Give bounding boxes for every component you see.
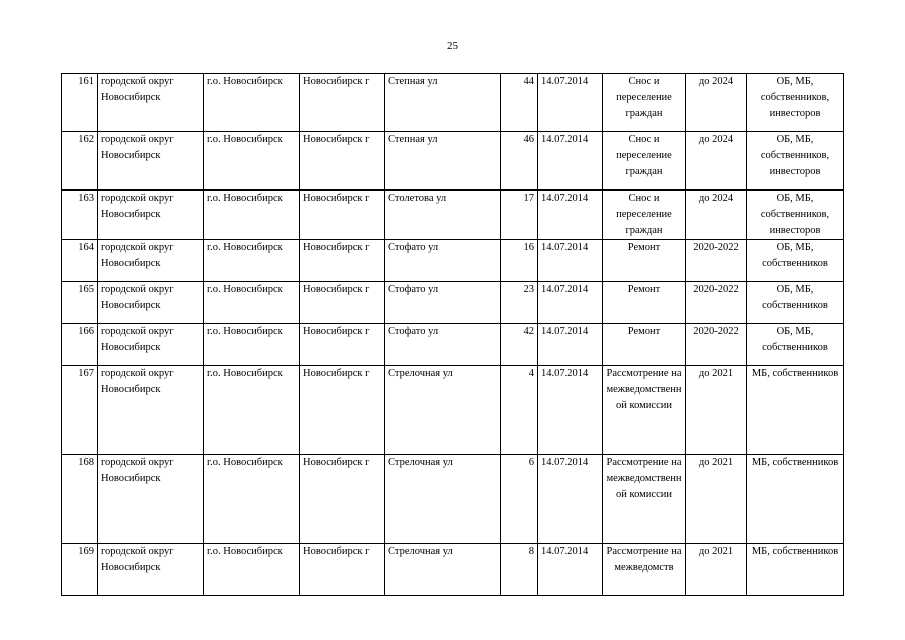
house-number-cell: 4	[501, 365, 538, 454]
funding-source-cell: МБ, собственников	[747, 454, 844, 543]
funding-source-cell: ОБ, МБ, собственников	[747, 281, 844, 323]
row-number: 161	[62, 74, 98, 132]
municipality-cell: г.о. Новосибирск	[204, 74, 300, 132]
city-cell: Новосибирск г	[300, 74, 385, 132]
municipality-cell: г.о. Новосибирск	[204, 323, 300, 365]
funding-source-cell: ОБ, МБ, собственников, инвесторов	[747, 132, 844, 190]
municipality-cell: г.о. Новосибирск	[204, 190, 300, 240]
table-row	[62, 281, 844, 323]
district-cell: городской округ Новосибирск	[98, 323, 204, 365]
street-cell: Стофато ул	[385, 239, 501, 281]
date-cell: 14.07.2014	[538, 365, 603, 454]
date-cell: 14.07.2014	[538, 454, 603, 543]
city-cell: Новосибирск г	[300, 543, 385, 595]
date-cell: 14.07.2014	[538, 190, 603, 240]
table-row	[62, 239, 844, 281]
action-cell: Рассмотрение на межведомственной комиссии	[603, 454, 686, 543]
funding-source-cell: ОБ, МБ, собственников, инвесторов	[747, 190, 844, 240]
district-cell: городской округ Новосибирск	[98, 543, 204, 595]
municipality-cell: г.о. Новосибирск	[204, 454, 300, 543]
term-cell: 2020-2022	[686, 239, 747, 281]
city-cell: Новосибирск г	[300, 132, 385, 190]
city-cell: Новосибирск г	[300, 239, 385, 281]
term-cell: до 2021	[686, 365, 747, 454]
date-cell: 14.07.2014	[538, 74, 603, 132]
municipality-cell: г.о. Новосибирск	[204, 365, 300, 454]
street-cell: Стофато ул	[385, 323, 501, 365]
action-cell: Рассмотрение на межведомств	[603, 543, 686, 595]
house-number-cell: 6	[501, 454, 538, 543]
district-cell: городской округ Новосибирск	[98, 365, 204, 454]
date-cell: 14.07.2014	[538, 132, 603, 190]
funding-source-cell: МБ, собственников	[747, 365, 844, 454]
city-cell: Новосибирск г	[300, 454, 385, 543]
term-cell: до 2021	[686, 454, 747, 543]
term-cell: до 2024	[686, 190, 747, 240]
city-cell: Новосибирск г	[300, 365, 385, 454]
term-cell: до 2021	[686, 543, 747, 595]
action-cell: Снос и переселение граждан	[603, 74, 686, 132]
row-number: 166	[62, 323, 98, 365]
date-cell: 14.07.2014	[538, 281, 603, 323]
municipality-cell: г.о. Новосибирск	[204, 281, 300, 323]
term-cell: до 2024	[686, 132, 747, 190]
district-cell: городской округ Новосибирск	[98, 190, 204, 240]
district-cell: городской округ Новосибирск	[98, 239, 204, 281]
municipality-cell: г.о. Новосибирск	[204, 543, 300, 595]
term-cell: 2020-2022	[686, 281, 747, 323]
row-number: 167	[62, 365, 98, 454]
table-row	[62, 454, 844, 543]
table-row	[62, 74, 844, 132]
action-cell: Снос и переселение граждан	[603, 132, 686, 190]
table-row	[62, 365, 844, 454]
term-cell: до 2024	[686, 74, 747, 132]
table-row	[62, 543, 844, 595]
housing-register-table	[61, 73, 844, 596]
row-number: 165	[62, 281, 98, 323]
municipality-cell: г.о. Новосибирск	[204, 239, 300, 281]
street-cell: Стрелочная ул	[385, 365, 501, 454]
table-row	[62, 190, 844, 240]
district-cell: городской округ Новосибирск	[98, 74, 204, 132]
table-row	[62, 323, 844, 365]
district-cell: городской округ Новосибирск	[98, 454, 204, 543]
action-cell: Снос и переселение граждан	[603, 190, 686, 240]
house-number-cell: 8	[501, 543, 538, 595]
municipality-cell: г.о. Новосибирск	[204, 132, 300, 190]
district-cell: городской округ Новосибирск	[98, 132, 204, 190]
street-cell: Стрелочная ул	[385, 543, 501, 595]
city-cell: Новосибирск г	[300, 190, 385, 240]
house-number-cell: 16	[501, 239, 538, 281]
district-cell: городской округ Новосибирск	[98, 281, 204, 323]
street-cell: Степная ул	[385, 132, 501, 190]
funding-source-cell: ОБ, МБ, собственников, инвесторов	[747, 74, 844, 132]
row-number: 164	[62, 239, 98, 281]
action-cell: Ремонт	[603, 239, 686, 281]
house-number-cell: 17	[501, 190, 538, 240]
term-cell: 2020-2022	[686, 323, 747, 365]
funding-source-cell: ОБ, МБ, собственников	[747, 323, 844, 365]
funding-source-cell: ОБ, МБ, собственников	[747, 239, 844, 281]
table-row	[62, 132, 844, 190]
row-number: 169	[62, 543, 98, 595]
house-number-cell: 44	[501, 74, 538, 132]
date-cell: 14.07.2014	[538, 239, 603, 281]
house-number-cell: 46	[501, 132, 538, 190]
street-cell: Степная ул	[385, 74, 501, 132]
street-cell: Столетова ул	[385, 190, 501, 240]
funding-source-cell: МБ, собственников	[747, 543, 844, 595]
action-cell: Ремонт	[603, 323, 686, 365]
house-number-cell: 23	[501, 281, 538, 323]
page-number: 25	[447, 40, 458, 52]
row-number: 162	[62, 132, 98, 190]
date-cell: 14.07.2014	[538, 543, 603, 595]
city-cell: Новосибирск г	[300, 281, 385, 323]
house-number-cell: 42	[501, 323, 538, 365]
action-cell: Рассмотрение на межведомственной комиссии	[603, 365, 686, 454]
street-cell: Стрелочная ул	[385, 454, 501, 543]
action-cell: Ремонт	[603, 281, 686, 323]
row-number: 163	[62, 190, 98, 240]
street-cell: Стофато ул	[385, 281, 501, 323]
city-cell: Новосибирск г	[300, 323, 385, 365]
row-number: 168	[62, 454, 98, 543]
date-cell: 14.07.2014	[538, 323, 603, 365]
